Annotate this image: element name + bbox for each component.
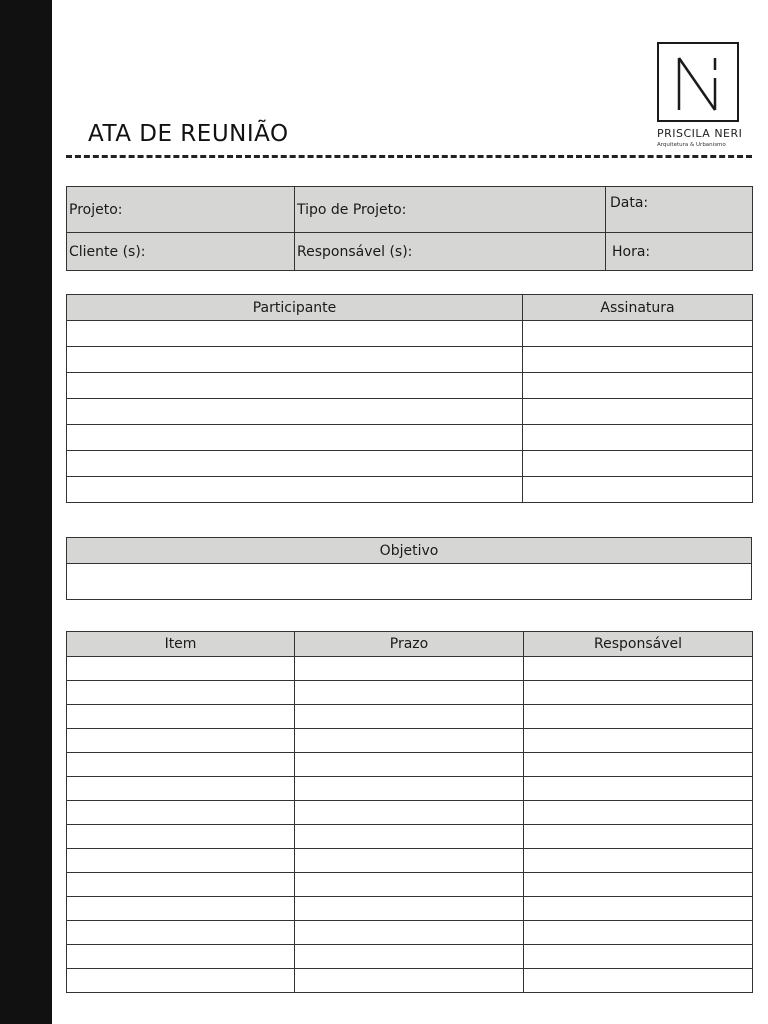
responsavel-field[interactable]: Responsável (s): bbox=[295, 233, 606, 271]
participante-cell[interactable] bbox=[67, 477, 523, 503]
prazo-cell[interactable] bbox=[295, 873, 524, 897]
item-cell[interactable] bbox=[67, 753, 295, 777]
item-cell[interactable] bbox=[67, 873, 295, 897]
project-info-table bbox=[66, 186, 753, 271]
item-cell[interactable] bbox=[67, 825, 295, 849]
responsavel-cell[interactable] bbox=[524, 801, 753, 825]
responsavel-cell[interactable] bbox=[524, 681, 753, 705]
assinatura-cell[interactable] bbox=[523, 477, 753, 503]
table-row bbox=[67, 373, 753, 399]
table-row bbox=[67, 777, 753, 801]
table-row bbox=[67, 897, 753, 921]
responsavel-cell[interactable] bbox=[524, 825, 753, 849]
logo bbox=[650, 40, 750, 155]
item-cell[interactable] bbox=[67, 657, 295, 681]
prazo-cell[interactable] bbox=[295, 681, 524, 705]
assinatura-cell[interactable] bbox=[523, 451, 753, 477]
item-header: Item bbox=[67, 632, 295, 657]
objetivo-header: Objetivo bbox=[67, 538, 752, 564]
prazo-cell[interactable] bbox=[295, 945, 524, 969]
prazo-cell[interactable] bbox=[295, 705, 524, 729]
item-cell[interactable] bbox=[67, 969, 295, 993]
responsavel-cell[interactable] bbox=[524, 849, 753, 873]
responsavel-cell[interactable] bbox=[524, 873, 753, 897]
assinatura-cell[interactable] bbox=[523, 347, 753, 373]
table-row bbox=[67, 477, 753, 503]
item-cell[interactable] bbox=[67, 801, 295, 825]
participante-cell[interactable] bbox=[67, 451, 523, 477]
table-row bbox=[67, 825, 753, 849]
dashed-divider bbox=[66, 155, 752, 158]
assinatura-cell[interactable] bbox=[523, 373, 753, 399]
participante-cell[interactable] bbox=[67, 373, 523, 399]
table-row bbox=[67, 451, 753, 477]
prazo-cell[interactable] bbox=[295, 897, 524, 921]
participante-cell[interactable] bbox=[67, 347, 523, 373]
objective-table bbox=[66, 537, 752, 600]
responsavel-cell[interactable] bbox=[524, 657, 753, 681]
responsavel-cell[interactable] bbox=[524, 969, 753, 993]
item-cell[interactable] bbox=[67, 705, 295, 729]
participante-cell[interactable] bbox=[67, 321, 523, 347]
item-cell[interactable] bbox=[67, 729, 295, 753]
prazo-cell[interactable] bbox=[295, 921, 524, 945]
responsavel-header: Responsável bbox=[524, 632, 753, 657]
assinatura-cell[interactable] bbox=[523, 425, 753, 451]
prazo-cell[interactable] bbox=[295, 825, 524, 849]
prazo-cell[interactable] bbox=[295, 969, 524, 993]
item-cell[interactable] bbox=[67, 681, 295, 705]
side-bar bbox=[0, 0, 52, 1024]
participante-cell[interactable] bbox=[67, 425, 523, 451]
responsavel-cell[interactable] bbox=[524, 729, 753, 753]
prazo-header: Prazo bbox=[295, 632, 524, 657]
table-row bbox=[67, 969, 753, 993]
data-field[interactable]: Data: bbox=[606, 187, 753, 233]
prazo-cell[interactable] bbox=[295, 777, 524, 801]
table-row bbox=[67, 729, 753, 753]
item-cell[interactable] bbox=[67, 945, 295, 969]
item-cell[interactable] bbox=[67, 897, 295, 921]
tipo-projeto-field[interactable]: Tipo de Projeto: bbox=[295, 187, 606, 233]
table-row bbox=[67, 657, 753, 681]
responsavel-cell[interactable] bbox=[524, 705, 753, 729]
table-row bbox=[67, 873, 753, 897]
prazo-cell[interactable] bbox=[295, 753, 524, 777]
logo-name: PRISCILA NERI bbox=[657, 127, 743, 140]
responsavel-cell[interactable] bbox=[524, 777, 753, 801]
responsavel-cell[interactable] bbox=[524, 921, 753, 945]
table-row bbox=[67, 425, 753, 451]
logo-monogram-icon bbox=[659, 44, 737, 120]
responsavel-cell[interactable] bbox=[524, 945, 753, 969]
table-row bbox=[67, 705, 753, 729]
logo-subtitle: Arquitetura & Urbanismo bbox=[657, 142, 726, 148]
assinatura-cell[interactable] bbox=[523, 321, 753, 347]
participante-cell[interactable] bbox=[67, 399, 523, 425]
cliente-field[interactable]: Cliente (s): bbox=[67, 233, 295, 271]
item-cell[interactable] bbox=[67, 921, 295, 945]
table-row bbox=[67, 801, 753, 825]
prazo-cell[interactable] bbox=[295, 729, 524, 753]
items-body bbox=[67, 657, 753, 993]
table-row bbox=[67, 753, 753, 777]
table-row bbox=[67, 681, 753, 705]
assinatura-header: Assinatura bbox=[523, 295, 753, 321]
assinatura-cell[interactable] bbox=[523, 399, 753, 425]
document-title: ATA DE REUNIÃO bbox=[88, 121, 289, 147]
responsavel-cell[interactable] bbox=[524, 897, 753, 921]
participants-table bbox=[66, 294, 753, 503]
projeto-field[interactable]: Projeto: bbox=[67, 187, 295, 233]
participants-body bbox=[67, 321, 753, 503]
prazo-cell[interactable] bbox=[295, 801, 524, 825]
participante-header: Participante bbox=[67, 295, 523, 321]
responsavel-cell[interactable] bbox=[524, 753, 753, 777]
item-cell[interactable] bbox=[67, 777, 295, 801]
item-cell[interactable] bbox=[67, 849, 295, 873]
table-row bbox=[67, 321, 753, 347]
table-row bbox=[67, 849, 753, 873]
prazo-cell[interactable] bbox=[295, 849, 524, 873]
prazo-cell[interactable] bbox=[295, 657, 524, 681]
hora-field[interactable]: Hora: bbox=[606, 233, 753, 271]
table-row bbox=[67, 921, 753, 945]
items-table bbox=[66, 631, 753, 993]
logo-box bbox=[657, 42, 739, 122]
table-row bbox=[67, 347, 753, 373]
table-row bbox=[67, 945, 753, 969]
objetivo-cell[interactable] bbox=[67, 564, 752, 600]
table-row bbox=[67, 399, 753, 425]
